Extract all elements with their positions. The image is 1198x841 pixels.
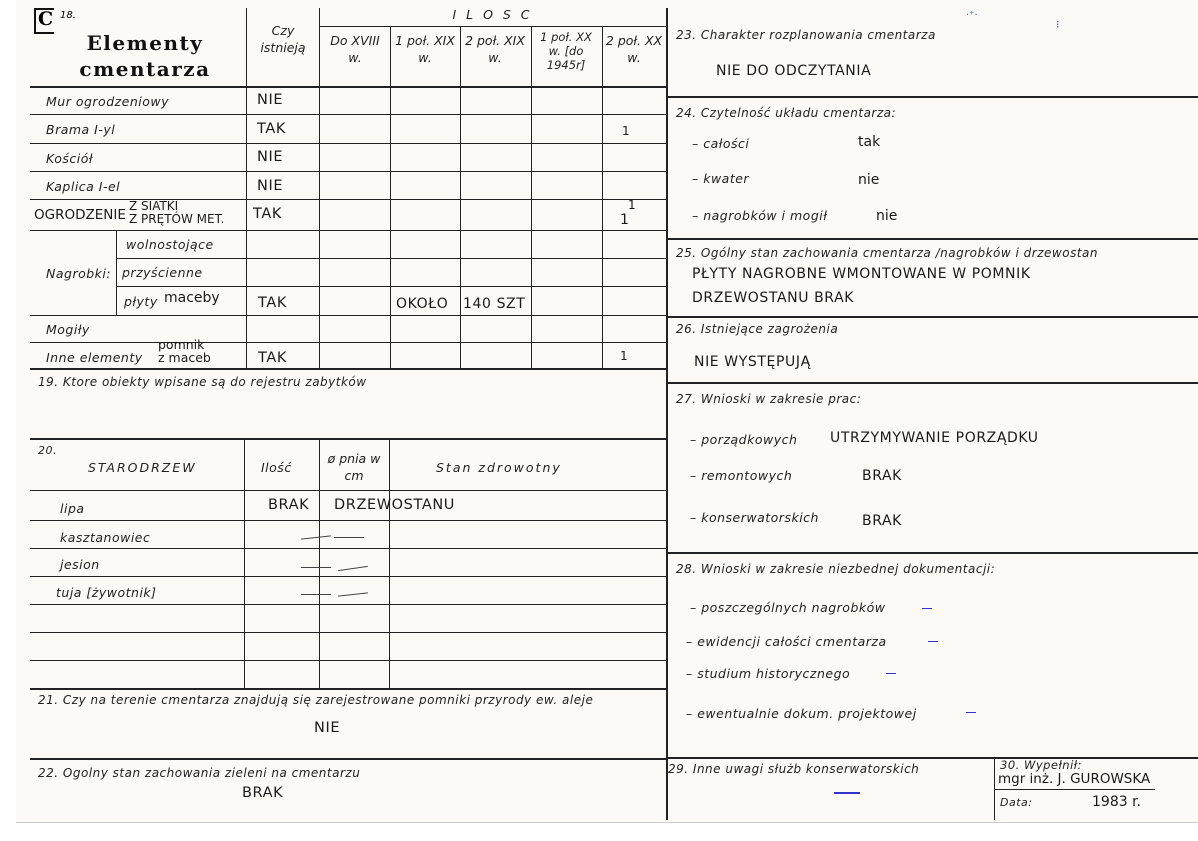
period-3: 1 poł. XX w. [do 1945r]: [540, 30, 592, 72]
section-letter: C: [38, 8, 54, 30]
lipa-qty: BRAK: [268, 497, 310, 513]
row-exists-brama: TAK: [257, 121, 286, 137]
s22-label: 22. Ogolny stan zachowania zieleni na cmentarzu: [38, 766, 361, 780]
period-0: Do XVIII w.: [330, 33, 380, 65]
s20-col-qty: Ilość: [261, 460, 292, 475]
nagrobki-maceby: maceby: [164, 290, 220, 306]
tree-tuja: tuja [żywotnik]: [56, 585, 157, 600]
s27-item-1-value: BRAK: [862, 468, 902, 484]
dash-mark: [301, 535, 331, 539]
s20-number: 20.: [38, 444, 57, 457]
plyty-qty-a: OKOŁO: [396, 296, 449, 312]
s28-item-0: – poszczególnych nagrobków: [690, 600, 886, 615]
s24-item-1-label: – kwater: [692, 171, 750, 186]
row-last-brama: 1: [622, 124, 630, 138]
tree-jesion: jesion: [60, 557, 100, 572]
mogily-label: Mogiły: [46, 322, 90, 337]
s27-item-1-label: – remontowych: [690, 468, 793, 483]
row-label-kosciol: Kościół: [46, 151, 93, 166]
row-label-brama: Brama I-yl: [46, 122, 116, 137]
ogrodzenie-sub1: Z SIATKI: [129, 199, 179, 213]
s24-item-2-label: – nagrobków i mogił: [692, 208, 828, 223]
blue-ink-mark: ·⁺·: [966, 10, 978, 21]
plyty-exists: TAK: [258, 295, 287, 311]
s20-title: STARODRZEW: [88, 460, 197, 475]
dash-mark: [301, 594, 331, 595]
s24-item-2-value: nie: [876, 208, 898, 224]
inne-label: Inne elementy: [46, 350, 143, 365]
period-1: 1 poł. XIX w.: [395, 33, 455, 65]
s27-item-2-value: BRAK: [862, 513, 902, 529]
s24-item-0-label: – całości: [692, 136, 750, 151]
inne-last: 1: [620, 349, 628, 363]
col-exists-header: Czy istnieją: [260, 23, 306, 55]
s19-label: 19. Ktore obiekty wpisane są do rejestru zabytków: [38, 375, 367, 389]
center-divider: [666, 8, 668, 760]
inne-exists: TAK: [258, 350, 287, 366]
s20-col-health: Stan zdrowotny: [436, 460, 562, 475]
s24-item-0-value: tak: [858, 134, 881, 150]
s27-label: 27. Wnioski w zakresie prac:: [676, 392, 862, 406]
s28-item-3: – ewentualnie dokum. projektowej: [686, 706, 917, 721]
tree-kasztanowiec: kasztanowiec: [60, 530, 151, 545]
inne-sub1: pomnik: [158, 337, 205, 352]
row-exists-ogrodzenie: TAK: [253, 206, 282, 222]
quantity-header: I L O S C: [452, 7, 533, 22]
period-4: 2 poł. XX w.: [605, 33, 663, 65]
s27-item-0-value: UTRZYMYWANIE PORZĄDKU: [830, 430, 1039, 446]
s27-item-2-label: – konserwatorskich: [690, 510, 819, 525]
inne-sub2: z maceb: [158, 350, 211, 365]
plyty-qty-b: 140 SZT: [463, 296, 526, 312]
nagrobki-wolnostojace: wolnostojące: [126, 237, 214, 252]
blue-ink-mark: ⁝: [1056, 18, 1060, 31]
nagrobki-przyscienne: przyścienne: [122, 265, 203, 280]
record-card: [16, 0, 1198, 822]
s26-label: 26. Istniejące zagrożenia: [676, 322, 839, 336]
s20-col-diam: ø pnia w cm: [327, 451, 381, 483]
s30-date-label: Data:: [1000, 796, 1033, 809]
dash-mark: [301, 567, 331, 568]
dash-mark: [338, 592, 368, 596]
s23-value: NIE DO ODCZYTANIA: [716, 63, 872, 79]
row-exists-kosciol: NIE: [257, 149, 284, 165]
nagrobki-plyty: płyty: [124, 294, 158, 309]
row-label-kaplica: Kaplica I-el: [46, 179, 121, 194]
s28-item-1: – ewidencji całości cmentarza: [686, 634, 887, 649]
row-last-ogrodzenie-a: 1: [620, 212, 629, 228]
tree-lipa: lipa: [60, 501, 85, 516]
row-label-mur: Mur ogrodzeniowy: [46, 94, 170, 109]
s21-value: NIE: [314, 720, 341, 736]
s23-label: 23. Charakter rozplanowania cmentarza: [676, 28, 936, 42]
s25-line1: PŁYTY NAGROBNE WMONTOWANE W POMNIK: [692, 266, 1031, 282]
s24-label: 24. Czytelność układu cmentarza:: [676, 106, 897, 120]
s25-label: 25. Ogólny stan zachowania cmentarza /nagrobków i drzewostan: [676, 246, 1098, 260]
s24-item-1-value: nie: [858, 172, 880, 188]
period-2: 2 poł. XIX w.: [465, 33, 525, 65]
s26-value: NIE WYSTĘPUJĄ: [694, 354, 811, 370]
lipa-rest: DRZEWOSTANU: [334, 497, 455, 513]
s30-name: mgr inż. J. GUROWSKA: [998, 771, 1151, 787]
nagrobki-label: Nagrobki:: [46, 266, 112, 281]
section-number: 18.: [60, 10, 76, 21]
s28-label: 28. Wnioski w zakresie niezbednej dokumentacji:: [676, 562, 996, 576]
s30-date: 1983 r.: [1092, 794, 1141, 810]
row-exists-mur: NIE: [257, 92, 284, 108]
dash-mark: [334, 537, 364, 538]
s28-item-2: – studium historycznego: [686, 666, 851, 681]
ogrodzenie-sub2: Z PRĘTÓW MET.: [129, 212, 225, 226]
row-label-ogrodzenie: OGRODZENIE: [34, 207, 126, 223]
dash-mark: [338, 566, 368, 571]
s22-value: BRAK: [242, 785, 284, 801]
s30-label: 30. Wypełnił:: [1000, 758, 1082, 772]
section-title: Elementy cmentarza: [79, 31, 211, 81]
s25-line2: DRZEWOSTANU BRAK: [692, 290, 855, 306]
s21-label: 21. Czy na terenie cmentarza znajdują się zarejestrowane pomniki przyrody ew. aleje: [38, 693, 594, 707]
row-last-ogrodzenie-b: 1: [628, 198, 636, 212]
s29-label: 29. Inne uwagi służb konserwatorskich: [668, 762, 920, 776]
s27-item-0-label: – porządkowych: [690, 432, 798, 447]
row-exists-kaplica: NIE: [257, 178, 284, 194]
